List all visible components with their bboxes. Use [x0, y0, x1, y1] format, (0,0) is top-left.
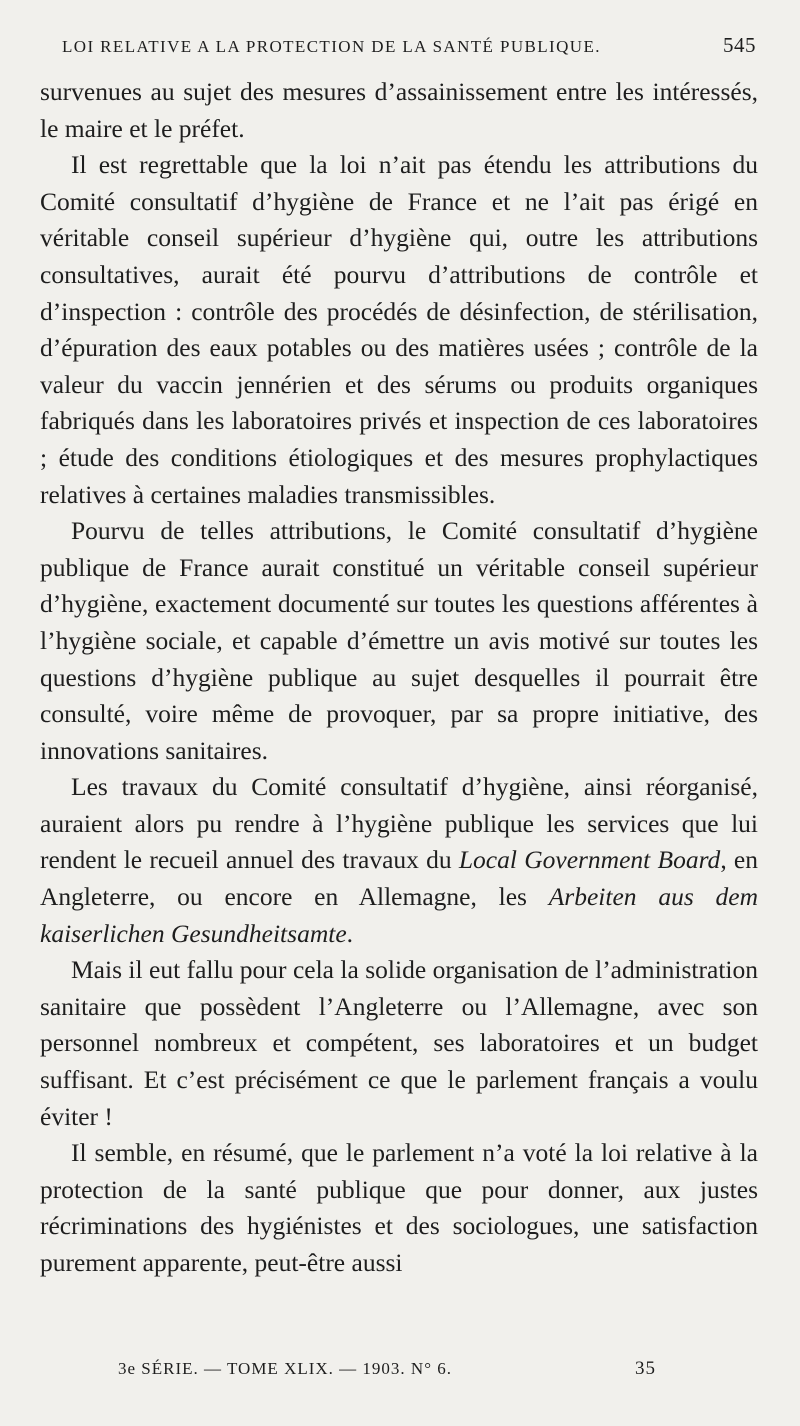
- page-footer: [118, 1358, 656, 1380]
- text-run: Il est regrettable que la loi n’ait pas étendu les attributions du Comité consultatif d’hygiène de France et ne l’ait pas érigé en véritable conseil supérieur d’hygiène qui, outre les attributions consultatives, aurait été pourvu d’attributions de contrôle et d’inspection : contrôle des procédés de désinfection, de stérilisation, d’épuration des eaux potables ou des matières usées ; contrôle de la valeur du vaccin jennérien et des sérums ou produits organiques fabriqués dans les laboratoires privés et inspection de ces laboratoires ; étude des conditions étiologiques et des mesures prophylactiques relatives à certaines maladies transmissibles.: [40, 150, 758, 509]
- text-run: , en Angleterre, ou encore en Allemagne, les: [40, 845, 759, 912]
- text-run: Les travaux du Comité consultatif d’hygiène, ainsi réorganisé, auraient alors pu rendre à l’hygiène publique les services que lui rendent le recueil annuel des travaux du: [40, 772, 758, 875]
- series-line: 3e SÉRIE. — TOME XLIX. — 1903. N° 6.: [118, 1359, 452, 1378]
- italic-title: Arbeiten aus dem kaiserlichen Gesundheitsamte: [40, 882, 758, 948]
- paragraph: [40, 1135, 758, 1281]
- paragraph: [40, 513, 758, 769]
- paragraph: [40, 769, 758, 952]
- text-run: .: [346, 918, 354, 948]
- page-number: 545: [723, 33, 756, 57]
- text-run: survenues au sujet des mesures d’assainissement entre les intéressés, le maire et le préfet.: [40, 77, 758, 143]
- body-text: [40, 74, 758, 1282]
- paragraph: [40, 952, 758, 1135]
- italic-title: Local Government Board: [458, 845, 721, 875]
- text-run: Pourvu de telles attributions, le Comité consultatif d’hygiène publique de France aurait constitué un véritable conseil supérieur d’hygiène, exactement documenté sur toutes les questions afférentes à l’hygiène sociale, et capable d’émettre un avis motivé sur toutes les questions d’hygiène publique au sujet desquelles il pourrait être consulté, voire même de provoquer, par sa propre initiative, des innovations sanitaires.: [40, 516, 758, 765]
- text-run: Mais il eut fallu pour cela la solide organisation de l’administration sanitaire que possèdent l’Angleterre ou l’Allemagne, avec son personnel nombreux et compétent, ses laboratoires et un budget suffisant. Et c’est précisément ce que le parlement français a voulu éviter !: [40, 955, 758, 1131]
- running-title: LOI RELATIVE A LA PROTECTION DE LA SANTÉ PUBLIQUE.: [62, 37, 601, 56]
- text-run: Il semble, en résumé, que le parlement n’a voté la loi relative à la protection de la santé publique que pour donner, aux justes récriminations des hygiénistes et des sociologues, une satisfaction purement apparente, peut-être aussi: [40, 1138, 758, 1277]
- running-header: [62, 33, 756, 58]
- signature-mark: 35: [635, 1358, 656, 1379]
- paragraph: [40, 147, 758, 513]
- paragraph: [40, 74, 758, 147]
